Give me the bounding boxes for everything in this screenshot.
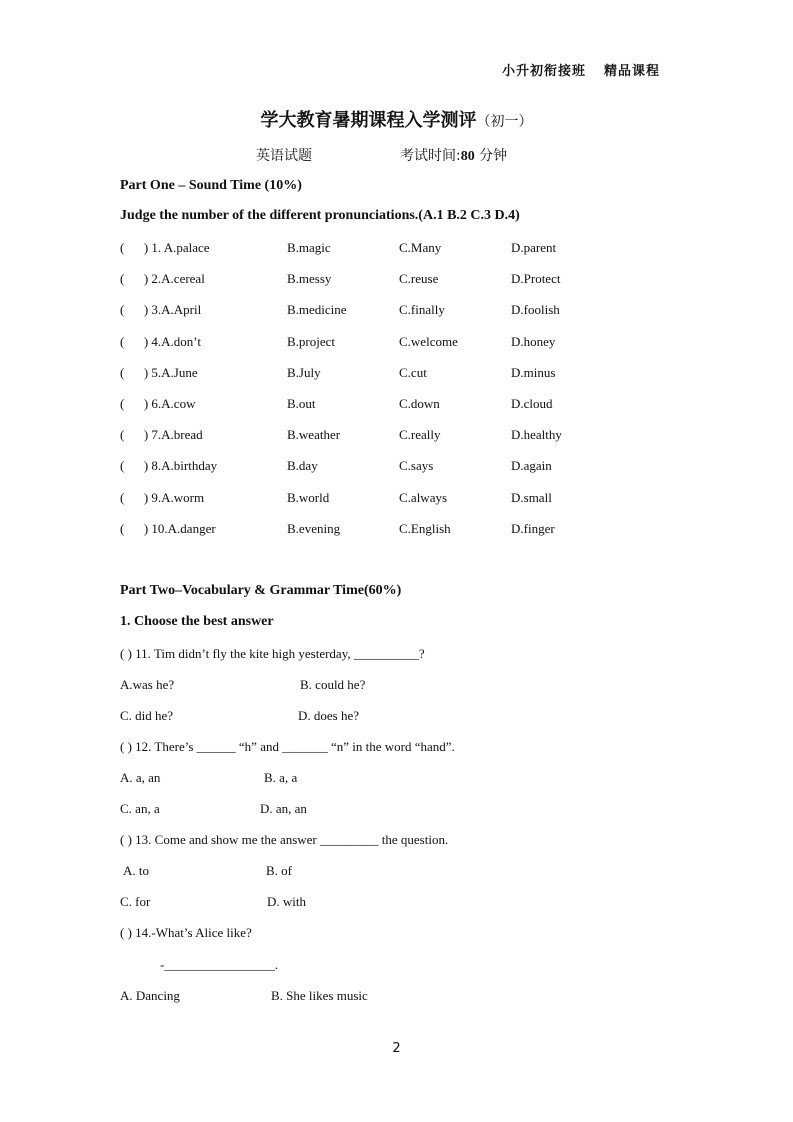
q11-option-d: D. does he? [298, 708, 360, 723]
q14-option-b: B. She likes music [271, 988, 368, 1003]
sound-question-10: ( ) 10.A.danger [120, 520, 216, 536]
q13-option-a: A. to [123, 863, 149, 878]
q12-option-d: D. an, an [260, 801, 307, 816]
sound-question-8: ( ) 8.A.birthday [120, 458, 218, 474]
q14-option-a: A. Dancing [120, 988, 180, 1003]
sound-q10-option-b: B.evening [287, 520, 341, 536]
part-two-heading: Part Two–Vocabulary & Grammar Time(60%) [120, 583, 402, 598]
sound-q8-option-c: C.says [399, 458, 434, 474]
sound-question-1: ( ) 1. A.palace [120, 240, 210, 255]
sound-q1-option-b: B.magic [287, 240, 331, 255]
sound-q10-option-c: C.English [399, 520, 451, 536]
page-number: 2 [392, 1041, 401, 1056]
q13-option-d: D. with [267, 894, 306, 909]
exam-time: 考试时间:80 分钟 [400, 148, 508, 164]
q12-option-a: A. a, an [120, 770, 161, 785]
sound-q9-option-d: D.small [511, 489, 552, 505]
sound-q7-option-c: C.really [399, 427, 441, 443]
sound-q1-option-d: D.parent [511, 240, 557, 255]
sound-q9-option-b: B.world [287, 489, 330, 505]
sound-question-7: ( ) 7.A.bread [120, 427, 203, 443]
sound-q6-option-b: B.out [287, 396, 316, 411]
part-one-instruction: Judge the number of the different pronunciations.(A.1 B.2 C.3 D.4) [120, 208, 520, 223]
sound-q8-option-d: D.again [511, 458, 552, 474]
question-12: ( ) 12. There’s ______ “h” and _______ “n” in the word “hand”. [120, 739, 455, 754]
sound-q2-option-b: B.messy [287, 271, 332, 287]
sound-q5-option-b: B.July [287, 364, 321, 380]
sound-q8-option-b: B.day [287, 458, 318, 474]
sound-q1-option-c: C.Many [399, 240, 442, 255]
sound-question-2: ( ) 2.A.cereal [120, 271, 205, 287]
sound-q4-option-c: C.welcome [399, 333, 458, 349]
sound-q3-option-c: C.finally [399, 302, 445, 318]
sound-q9-option-c: C.always [399, 489, 448, 505]
q12-option-b: B. a, a [264, 770, 298, 785]
question-14: ( ) 14.-What’s Alice like? [120, 925, 252, 940]
q12-option-c: C. an, a [120, 801, 160, 816]
page-title [0, 106, 793, 132]
title-sub: （初一） [476, 114, 533, 130]
question-11: ( ) 11. Tim didn’t fly the kite high yesterday, __________? [120, 646, 425, 661]
q14-answer-blank: -_________________. [160, 957, 279, 972]
section-heading: 1. Choose the best answer [120, 614, 274, 629]
sound-q7-option-d: D.healthy [511, 427, 562, 443]
sound-q4-option-b: B.project [287, 333, 336, 349]
sound-q6-option-d: D.cloud [511, 396, 553, 411]
title-main: 学大教育暑期课程入学测评 [260, 110, 477, 131]
sound-q7-option-b: B.weather [287, 427, 341, 443]
q11-option-b: B. could he? [300, 677, 366, 692]
q13-option-c: C. for [120, 894, 151, 909]
sound-q2-option-d: D.Protect [511, 271, 561, 287]
sound-question-9: ( ) 9.A.worm [120, 489, 205, 505]
sound-q3-option-b: B.medicine [287, 302, 347, 318]
q11-option-a: A.was he? [120, 677, 175, 692]
course-tag [502, 60, 660, 79]
q11-option-c: C. did he? [120, 708, 174, 723]
sound-question-4: ( ) 4.A.don’t [120, 333, 202, 349]
sound-question-3: ( ) 3.A.April [120, 302, 202, 318]
sound-q5-option-c: C.cut [399, 364, 427, 380]
sound-q10-option-d: D.finger [511, 520, 555, 536]
part-one-heading: Part One – Sound Time (10%) [120, 178, 302, 193]
sound-q2-option-c: C.reuse [399, 271, 439, 287]
sound-question-5: ( ) 5.A.June [120, 364, 198, 380]
subject-label: 英语试题 [256, 148, 312, 164]
sound-q4-option-d: D.honey [511, 333, 556, 349]
question-13: ( ) 13. Come and show me the answer _________ the question. [120, 832, 449, 847]
sound-q5-option-d: D.minus [511, 364, 556, 380]
course-tag-left: 小升初衔接班 [501, 64, 586, 79]
sound-q3-option-d: D.foolish [511, 302, 560, 318]
sound-q6-option-c: C.down [399, 396, 440, 411]
sound-question-6: ( ) 6.A.cow [120, 396, 196, 411]
exam-meta [256, 145, 508, 165]
q13-option-b: B. of [266, 863, 292, 878]
course-tag-right: 精品课程 [603, 64, 660, 79]
